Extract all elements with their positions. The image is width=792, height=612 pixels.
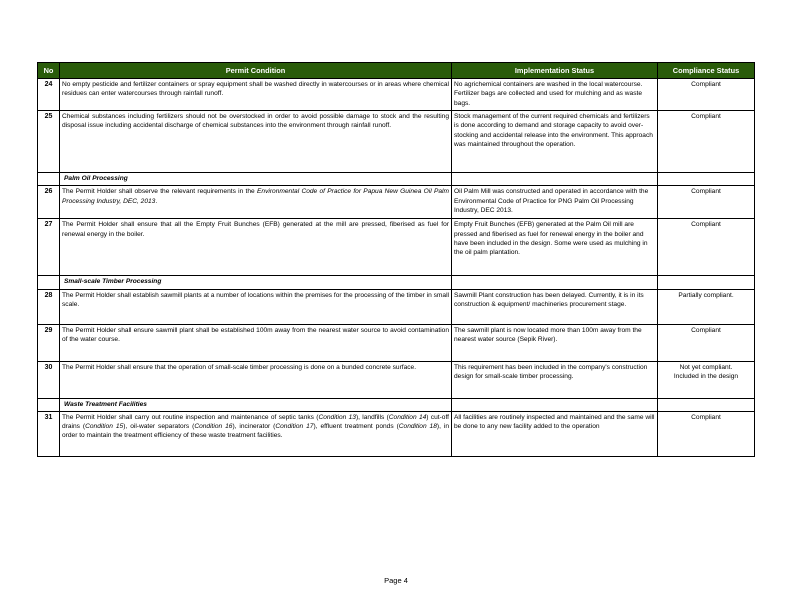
section-row bbox=[38, 173, 755, 186]
condition-text: The Permit Holder shall observe the relevant requirements in the bbox=[62, 188, 258, 196]
compliance-status-line: Not yet compliant. bbox=[679, 363, 733, 371]
implementation-status-cell: The sawmill plant is now located more than 100m away from the nearest water source (Sepik River). bbox=[452, 324, 658, 361]
header-implementation-status: Implementation Status bbox=[452, 63, 658, 79]
compliance-status-cell: Compliant bbox=[658, 324, 755, 361]
row-number: 24 bbox=[38, 79, 60, 111]
compliance-status-note: Included in the design bbox=[673, 372, 739, 380]
header-no: No bbox=[38, 63, 60, 79]
table-header-row bbox=[38, 63, 755, 79]
condition-text: . bbox=[155, 197, 158, 205]
row-number: 26 bbox=[38, 186, 60, 219]
table-row bbox=[38, 186, 755, 219]
section-empty-cell bbox=[452, 173, 658, 186]
implementation-status-cell: Empty Fruit Bunches (EFB) generated at the Palm Oil mill are pressed and fiberised as fuel for renewal energy in the boiler and have been included in the design. Some were used as mulching in the oil palm plantation. bbox=[452, 219, 658, 276]
row-number: 27 bbox=[38, 219, 60, 276]
compliance-status-cell: Compliant bbox=[658, 219, 755, 276]
section-title-small-scale-timber-processing: Small-scale Timber Processing bbox=[60, 276, 452, 289]
condition-reference: Condition 13 bbox=[318, 413, 356, 421]
condition-text: ) cut-off drains ( bbox=[62, 413, 449, 431]
permit-condition-cell bbox=[60, 411, 452, 456]
permit-condition-cell: The Permit Holder shall ensure sawmill plant shall be established 100m away from the nearest water source to avoid contamination of the water course. bbox=[60, 324, 452, 361]
section-title-waste-treatment-facilities: Waste Treatment Facilities bbox=[60, 398, 452, 411]
permit-condition-cell bbox=[60, 186, 452, 219]
section-number-cell bbox=[38, 276, 60, 289]
section-empty-cell bbox=[658, 173, 755, 186]
table-row bbox=[38, 324, 755, 361]
implementation-status-cell: This requirement has been included in the company's construction design for small-scale timber processing. bbox=[452, 361, 658, 398]
section-empty-cell bbox=[658, 276, 755, 289]
section-number-cell bbox=[38, 173, 60, 186]
header-compliance-status: Compliance Status bbox=[658, 63, 755, 79]
implementation-status-cell: All facilities are routinely inspected and maintained and the same will be done to any new facility added to the operation bbox=[452, 411, 658, 456]
table-row bbox=[38, 219, 755, 276]
section-empty-cell bbox=[452, 276, 658, 289]
row-number: 28 bbox=[38, 289, 60, 324]
condition-reference: Condition 17 bbox=[275, 423, 314, 431]
code-of-practice-reference: Environmental Code of Practice for Papua New Guinea Oil Palm Processing Industry, DEC, 2013 bbox=[62, 188, 450, 205]
table-row bbox=[38, 289, 755, 324]
condition-reference: Condition 14 bbox=[388, 413, 427, 421]
table-row bbox=[38, 111, 755, 173]
condition-text: ), incinerator ( bbox=[232, 423, 276, 431]
permit-condition-cell: The Permit Holder shall establish sawmill plants at a number of locations within the premises for the processing of the timber in small scale. bbox=[60, 289, 452, 324]
section-number-cell bbox=[38, 398, 60, 411]
table-row bbox=[38, 411, 755, 456]
condition-text: The Permit Holder shall carry out routine inspection and maintenance of septic tanks ( bbox=[62, 413, 319, 421]
implementation-status-cell: No agrichemical containers are washed in the local watercourse. Fertilizer bags are collected and used for mulching and as waste bags. bbox=[452, 79, 658, 111]
compliance-status-cell: Compliant bbox=[658, 411, 755, 456]
implementation-status-cell: Stock management of the current required chemicals and fertilizers is done according to demand and storage capacity to avoid over-stocking and accidental release into the environment. This approach was maintained throughout the operation. bbox=[452, 111, 658, 173]
condition-text: ), effluent treatment ponds ( bbox=[313, 423, 399, 431]
section-row bbox=[38, 276, 755, 289]
page-number: Page 4 bbox=[384, 576, 408, 585]
row-number: 29 bbox=[38, 324, 60, 361]
section-row bbox=[38, 398, 755, 411]
compliance-status-cell bbox=[658, 361, 755, 398]
implementation-status-cell: Oil Palm Mill was constructed and operated in accordance with the Environmental Code of Practice for PNG Palm Oil Processing Industry, DEC 2013. bbox=[452, 186, 658, 219]
compliance-status-cell: Compliant bbox=[658, 111, 755, 173]
permit-condition-cell: The Permit Holder shall ensure that all the Empty Fruit Bunches (EFB) generated at the mill are pressed, fiberised as fuel for renewal energy in the boiler. bbox=[60, 219, 452, 276]
section-empty-cell bbox=[452, 398, 658, 411]
permit-compliance-table bbox=[37, 62, 755, 457]
section-empty-cell bbox=[658, 398, 755, 411]
compliance-status-cell: Partially compliant. bbox=[658, 289, 755, 324]
compliance-status-cell: Compliant bbox=[658, 186, 755, 219]
condition-text: ), landfills ( bbox=[355, 413, 389, 421]
table-row bbox=[38, 361, 755, 398]
implementation-status-cell: Sawmill Plant construction has been delayed. Currently, it is in its construction & equipment/ machineries procurement stage. bbox=[452, 289, 658, 324]
permit-condition-cell: No empty pesticide and fertilizer containers or spray equipment shall be washed directly in watercourses or in areas where chemical residues can enter watercourses through rainfall runoff. bbox=[60, 79, 452, 111]
compliance-status-cell: Compliant bbox=[658, 79, 755, 111]
row-number: 30 bbox=[38, 361, 60, 398]
condition-text: ), oil-water separators ( bbox=[123, 423, 195, 431]
row-number: 31 bbox=[38, 411, 60, 456]
permit-condition-cell: The Permit Holder shall ensure that the operation of small-scale timber processing is done on a bunded concrete surface. bbox=[60, 361, 452, 398]
condition-text: ), in order to maintain the treatment efficiency of these waste treatment facilities. bbox=[62, 423, 449, 440]
permit-condition-cell: Chemical substances including fertilizers should not be overstocked in order to avoid possible damage to stock and the resulting disposal issue including accidental discharge of chemical substances into the environment through rainfall runoff. bbox=[60, 111, 452, 173]
row-number: 25 bbox=[38, 111, 60, 173]
condition-reference: Condition 16 bbox=[194, 423, 233, 431]
table-row bbox=[38, 79, 755, 111]
section-title-palm-oil-processing: Palm Oil Processing bbox=[60, 173, 452, 186]
condition-reference: Condition 15 bbox=[85, 423, 124, 431]
header-permit-condition: Permit Condition bbox=[60, 63, 452, 79]
condition-reference: Condition 18 bbox=[398, 423, 437, 431]
